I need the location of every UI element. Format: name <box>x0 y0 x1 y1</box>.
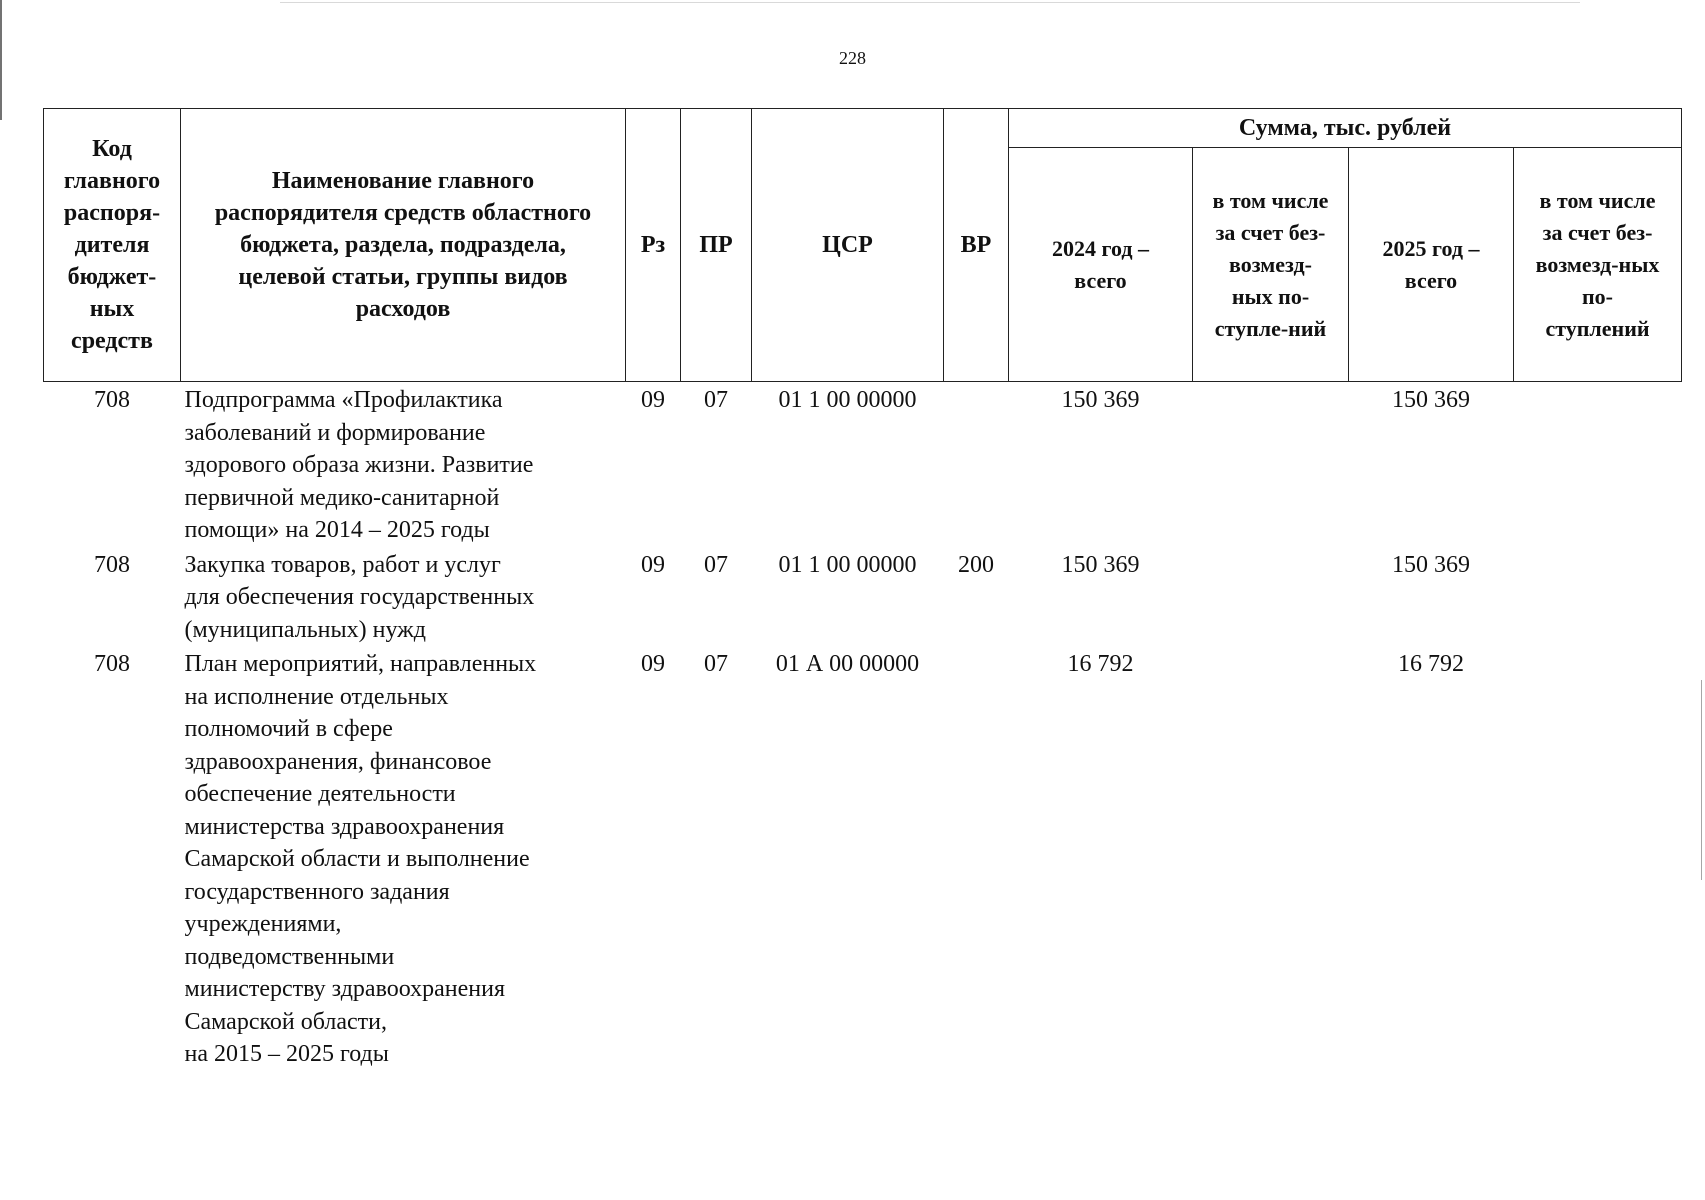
cell-vr <box>944 646 1009 1071</box>
cell-csr: 01 1 00 00000 <box>778 551 917 578</box>
cell-2025-free <box>1514 382 1682 547</box>
cell-2024-free <box>1193 646 1349 1071</box>
header-name: Наименование главного распорядителя средств областного бюджета, раздела, подраздела, целевой статьи, группы видов расходов <box>181 109 626 382</box>
cell-2025-free <box>1514 646 1682 1071</box>
table-row <box>44 646 1682 1071</box>
table-body <box>44 382 1682 1071</box>
header-rz: Рз <box>626 109 681 382</box>
scan-edge-line-top <box>280 2 1580 3</box>
header-2024-free: в том числе за счет без-возмезд-ных по-ступле-ний <box>1193 148 1349 382</box>
scan-edge-line-right <box>1701 680 1702 880</box>
cell-code: 708 <box>94 651 130 677</box>
cell-2024-total: 16 792 <box>1067 651 1134 677</box>
cell-pr: 07 <box>704 551 728 578</box>
table-row <box>44 547 1682 647</box>
header-2025-free: в том числе за счет без-возмезд-ных по-ступлений <box>1514 148 1682 382</box>
cell-2025-total: 150 369 <box>1392 551 1470 578</box>
page-number: 228 <box>839 48 866 68</box>
cell-code: 708 <box>94 551 130 578</box>
cell-2025-free <box>1514 547 1682 647</box>
cell-2025-total: 150 369 <box>1392 387 1470 413</box>
cell-rz: 09 <box>641 651 665 677</box>
cell-2024-total: 150 369 <box>1061 551 1140 578</box>
header-2024-total: 2024 год – всего <box>1009 148 1193 382</box>
cell-csr: 01 А 00 00000 <box>775 651 920 677</box>
cell-name-text: Закупка товаров, работ и услуг для обеспечения государственных (муниципальных) нужд <box>184 551 535 643</box>
header-code: Код главного распоря-дителя бюджет-ных средств <box>44 109 181 382</box>
budget-table <box>43 108 1682 1071</box>
cell-2024-free <box>1193 382 1349 547</box>
header-pr: ПР <box>681 109 752 382</box>
cell-2025-total: 16 792 <box>1398 651 1464 677</box>
header-vr: ВР <box>944 109 1009 382</box>
cell-name <box>181 382 626 547</box>
cell-name <box>181 646 626 1071</box>
cell-code: 708 <box>94 387 130 413</box>
header-csr: ЦСР <box>752 109 944 382</box>
cell-rz: 09 <box>641 551 665 578</box>
cell-2024-total: 150 369 <box>1061 387 1140 413</box>
table-header <box>44 109 1682 382</box>
header-sum-group: Сумма, тыс. рублей <box>1009 109 1682 148</box>
cell-pr: 07 <box>704 387 728 413</box>
table-row <box>44 382 1682 547</box>
cell-name <box>181 547 626 647</box>
cell-2024-free <box>1193 547 1349 647</box>
cell-name-text: План мероприятий, направленных на исполнение отдельных полномочий в сфере здравоохранения, финансовое обеспечение деятельности министерства здравоохранения Самарской области и выполнение государственного задания учреждениями, подведомственными министерству здравоохранения Самарской области, на 2015 – 2025 годы <box>184 651 537 1067</box>
header-row-1 <box>44 109 1682 148</box>
cell-name-text: Подпрограмма «Профилактика заболеваний и формирование здорового образа жизни. Развитие первичной медико-санитарной помощи» на 2014 – 2025 годы <box>184 387 534 543</box>
cell-rz: 09 <box>641 387 665 413</box>
cell-vr <box>944 382 1009 547</box>
cell-csr: 01 1 00 00000 <box>778 387 917 413</box>
cell-pr: 07 <box>704 651 728 677</box>
cell-vr: 200 <box>958 551 994 578</box>
header-2025-total: 2025 год – всего <box>1349 148 1514 382</box>
